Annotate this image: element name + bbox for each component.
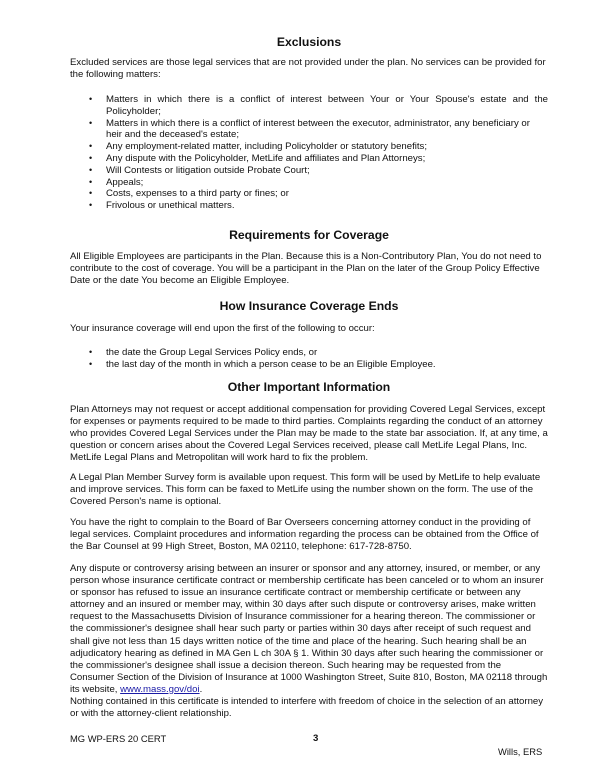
bullet-icon: • (89, 358, 93, 369)
footer-form-number: MG WP-ERS 20 CERT (70, 733, 167, 744)
other-info-paragraph-4: Any dispute or controversy arising between an insurer or sponsor and any attorney, insured, or member, or any person whose insurance certificate contract or membership certificate has been canceled or to whom an insurer or sponsor has refused to issue an insurance certificate contract or membership certificate or between any attorney and an insured or member may, within 30 days after such dispute or controversy arises, make written request to the Massachusetts Division of Insurance commissioner for a hearing thereon. The commissioner or the commissioner's designee shall hear such party or parties within 30 days after receipt of such request and shall give not less than 15 days written notice of the time and place of the hearing. Such hearing shall be an adjudicatory hearing as defined in MA Gen L ch 30A § 1. Within 30 days after such hearing the commissioner or the commissioner's designee shall issue a decision thereon. Such hearing may be requested from the Consumer Section of the Division of Insurance at 1000 Washington Street, Suite 810, Boston, MA 02118 through its website, www.mass.gov/doi. (70, 563, 548, 695)
list-item: • Frivolous or unethical matters. (89, 200, 235, 212)
bullet-icon: • (89, 200, 93, 211)
bullet-icon: • (89, 347, 93, 357)
bullet-icon: • (89, 152, 93, 163)
list-item: • the last day of the month in which a person cease to be an Eligible Employee. (89, 358, 436, 370)
coverage-ends-heading: How Insurance Coverage Ends (219, 299, 399, 313)
coverage-ends-list (70, 347, 548, 371)
list-item: • Any employment-related matter, including Policyholder or statutory benefits; (89, 141, 428, 153)
bullet-icon: • (89, 117, 93, 128)
list-item: • Costs, expenses to a third party or fines; or (89, 188, 289, 200)
other-info-paragraph-5: Nothing contained in this certificate is intended to interfere with freedom of choice in the selection of an attorney or with the attorney-client relationship. (70, 696, 544, 720)
list-item: • Appeals; (89, 176, 144, 188)
other-info-paragraph-1: Plan Attorneys may not request or accept additional compensation for providing Covered Legal Services, except for expenses or payments required to be made to third parties. Complaints regarding the conduct of an attorney who provides Covered Legal Services under the Plan may be made to the state bar association. If, at any time, a question or concern arises about the Covered Legal Services received, please call MetLife Legal Plans, Inc. MetLife Legal Plans and Metropolitan will work hard to fix the problem. (70, 404, 548, 464)
exclusions-intro: Excluded services are those legal services that are not provided under the plan. No services can be provided for the following matters: (70, 57, 546, 81)
bullet-icon: • (89, 188, 93, 199)
bullet-icon: • (89, 164, 93, 175)
other-info-heading: Other Important Information (227, 380, 391, 394)
requirements-heading: Requirements for Coverage (229, 228, 389, 242)
footer-plan-label: Wills, ERS (498, 746, 543, 757)
list-item: • Any dispute with the Policyholder, MetLife and affiliates and Plan Attorneys; (89, 152, 426, 164)
list-item: • Will Contests or litigation outside Probate Court; (89, 164, 310, 176)
list-item: • Matters in which there is a conflict of interest between Your or Your Spouse's estate and the Policyholder; (89, 94, 548, 117)
list-item: • the date the Group Legal Services Policy ends, or (89, 347, 318, 358)
bullet-icon: • (89, 94, 93, 104)
other-info-paragraph-3: You have the right to complain to the Board of Bar Overseers concerning attorney conduct in the providing of legal services. Complaint procedures and information regarding the process can be obtained from the Office of the Bar Counsel at 99 High Street, Boston, MA 02110, telephone: 617-728-8750. (70, 517, 539, 553)
requirements-body: All Eligible Employees are participants in the Plan. Because this is a Non-Contributory Plan, You do not need to contribute to the cost of coverage. You will be a participant in the Plan on the later of the Group Policy Effective Date or the date You become an Eligible Employee. (70, 251, 542, 287)
exclusions-heading: Exclusions (276, 35, 342, 49)
coverage-ends-intro: Your insurance coverage will end upon the first of the following to occur: (70, 323, 375, 334)
mass-gov-doi-link[interactable]: www.mass.gov/doi (120, 683, 200, 695)
list-item: • Matters in which there is a conflict of interest between the executor, administrator, any beneficiary or heir and the deceased's estate; (89, 117, 530, 141)
exclusions-list (70, 94, 548, 212)
other-info-paragraph-2: A Legal Plan Member Survey form is available upon request. This form will be used by MetLife to help evaluate and improve services. This form can be faxed to MetLife using the number shown on the form. The use of the Covered Person's name is optional. (70, 472, 541, 508)
bullet-icon: • (89, 176, 93, 187)
footer-page-number: 3 (313, 733, 319, 744)
bullet-icon: • (89, 141, 93, 152)
